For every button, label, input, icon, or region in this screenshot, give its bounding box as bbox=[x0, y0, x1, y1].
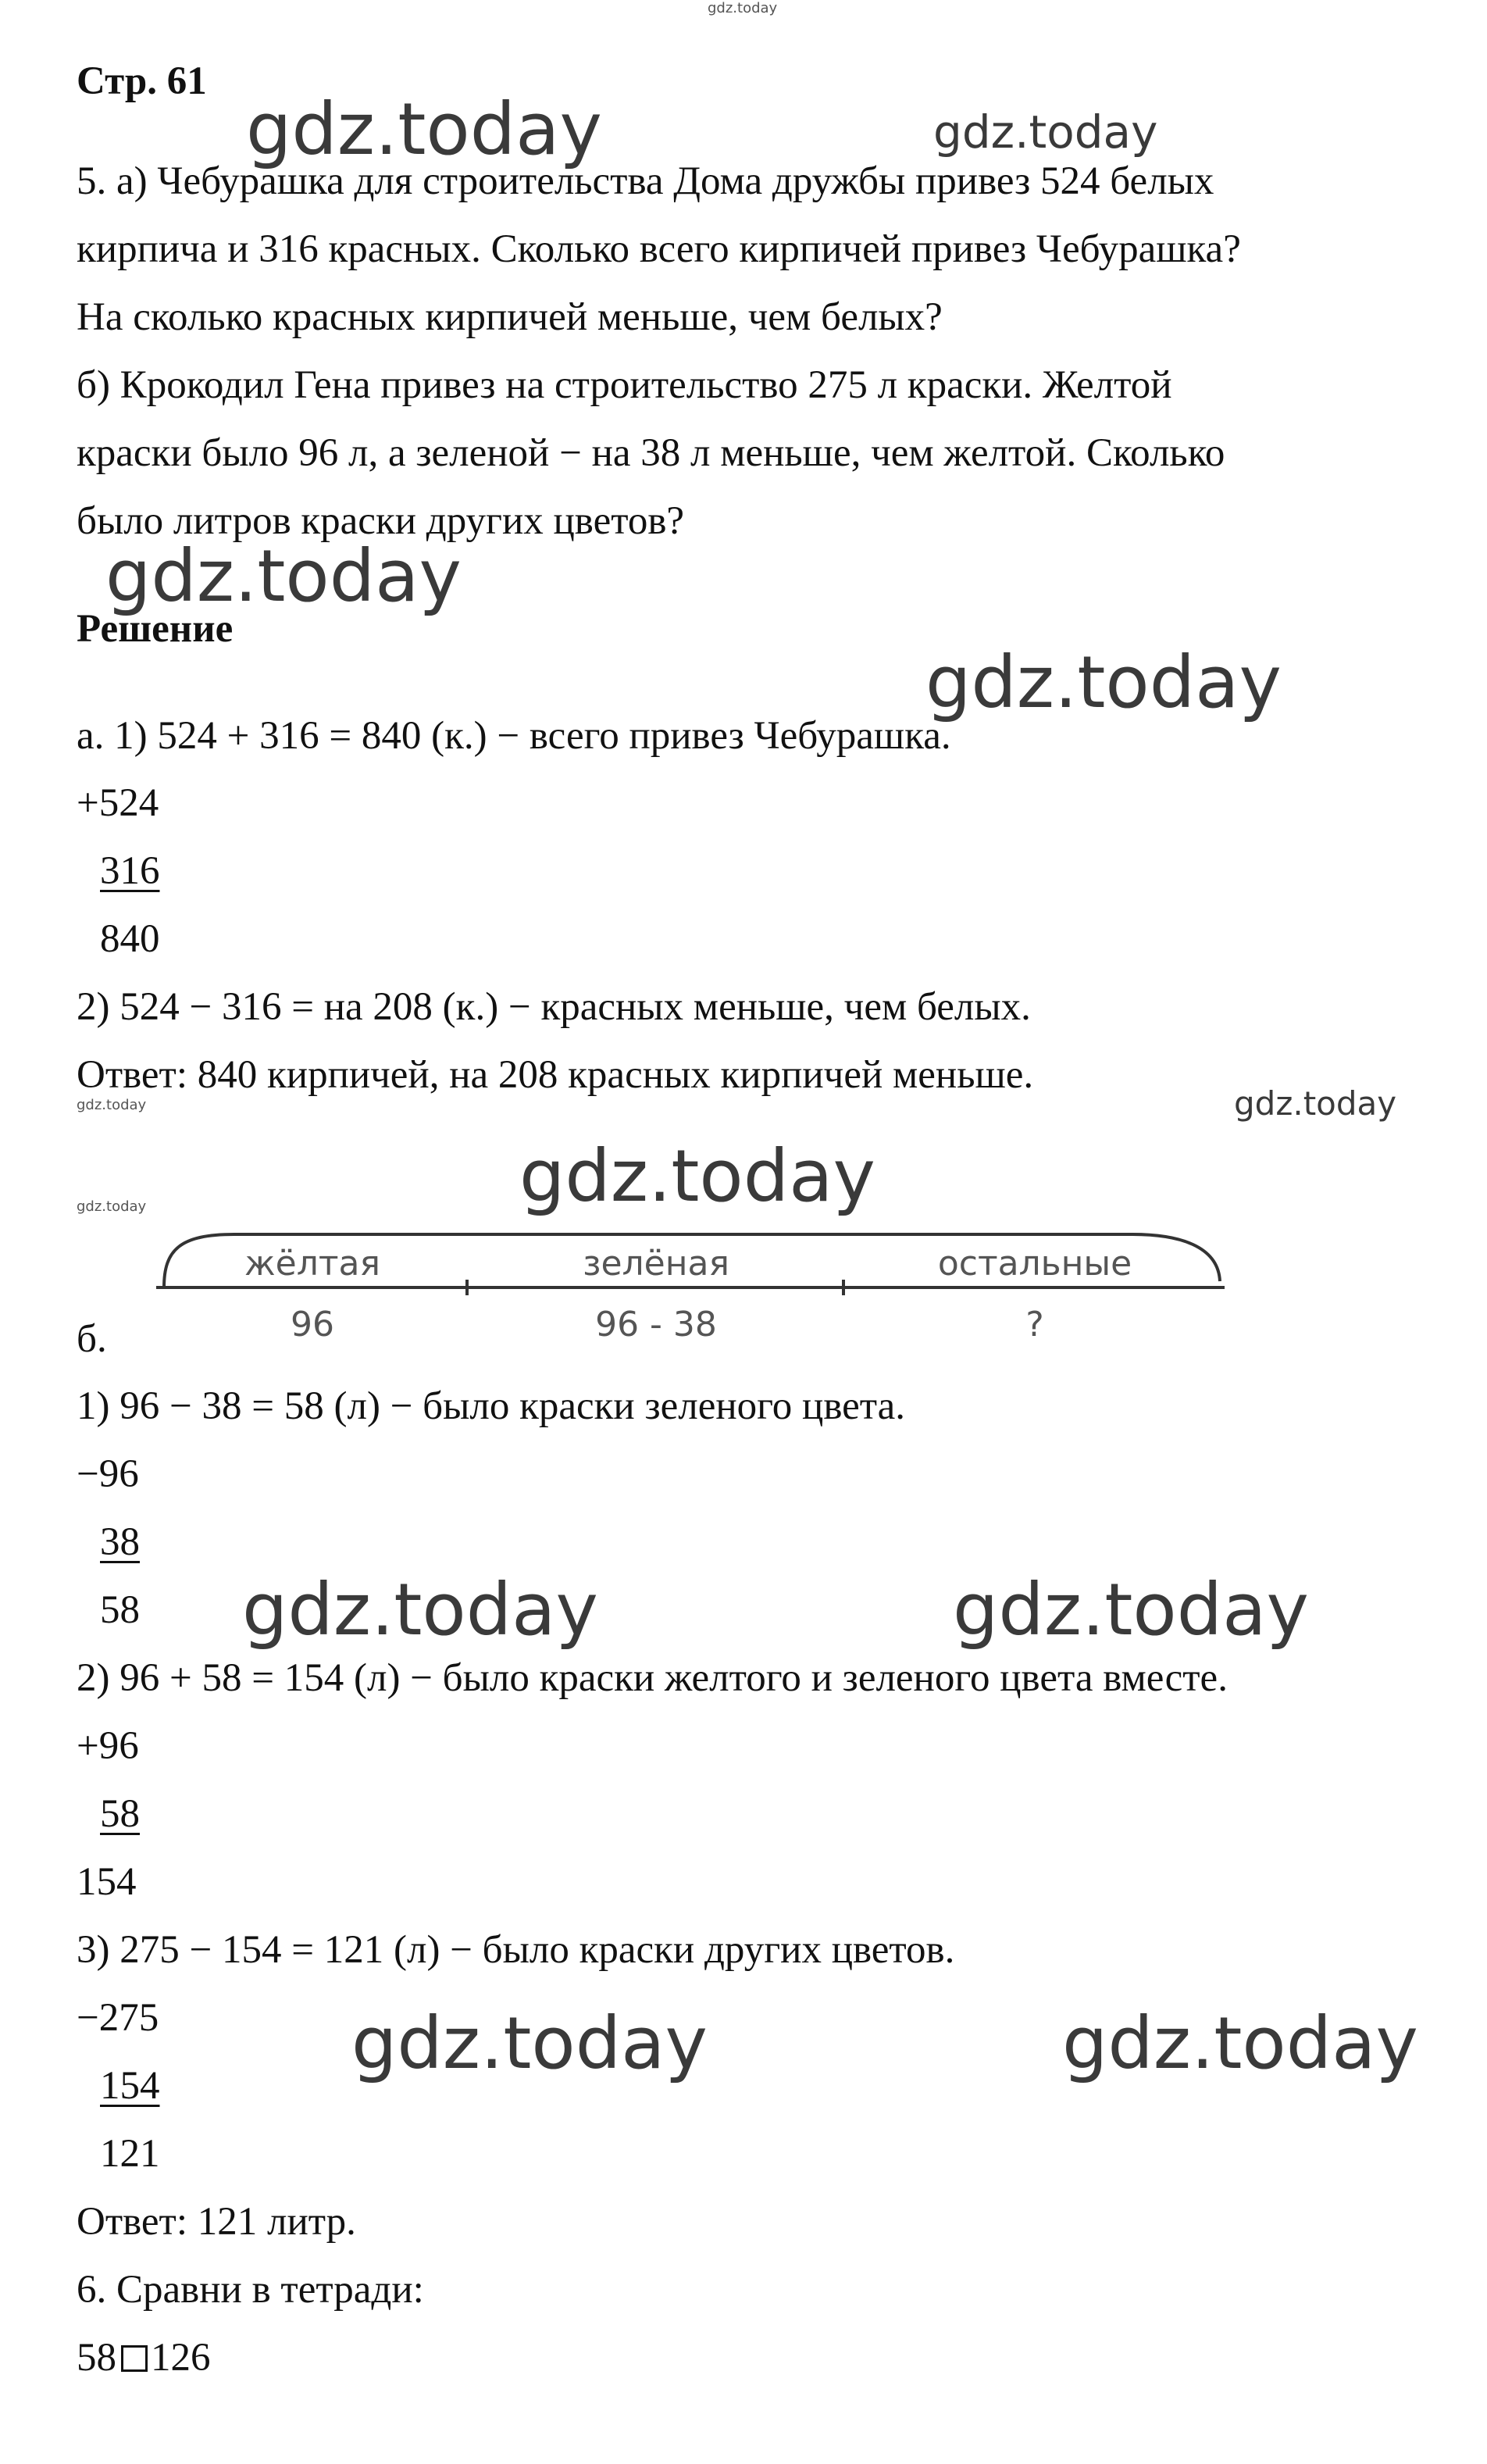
column-result: 840 bbox=[100, 917, 160, 961]
watermark: gdz.today bbox=[1062, 2002, 1418, 2085]
diagram-segment-value: ? bbox=[1025, 1305, 1044, 1344]
task5-line: 5. а) Чебурашка для строительства Дома дружбы привез 524 белых bbox=[77, 159, 1214, 203]
task5-line: б) Крокодил Гена привез на строительство 275 л краски. Желтой bbox=[77, 363, 1172, 407]
column-result: 58 bbox=[100, 1588, 140, 1632]
watermark: gdz.today bbox=[77, 1198, 147, 1215]
compare-left: 58 bbox=[77, 2336, 116, 2380]
part-b-answer: Ответ: 121 литр. bbox=[77, 2200, 356, 2244]
watermark: gdz.today bbox=[933, 105, 1158, 159]
diagram-segment-value: 96 bbox=[291, 1305, 334, 1344]
part-b-label: б. bbox=[77, 1317, 107, 1361]
diagram-segment-label: остальные bbox=[937, 1244, 1132, 1284]
task5-line: На сколько красных кирпичей меньше, чем белых? bbox=[77, 295, 943, 339]
part-a-step1: а. 1) 524 + 316 = 840 (к.) − всего привез Чебурашка. bbox=[77, 714, 951, 758]
task5-line: краски было 96 л, а зеленой − на 38 л меньше, чем желтой. Сколько bbox=[77, 431, 1225, 475]
page-number-heading: Стр. 61 bbox=[77, 59, 207, 103]
column-top: −275 bbox=[77, 1996, 159, 2040]
column-bottom: 154 bbox=[100, 2064, 160, 2108]
column-result: 121 bbox=[100, 2132, 160, 2176]
solution-heading: Решение bbox=[77, 607, 234, 651]
column-bottom: 316 bbox=[100, 849, 160, 893]
watermark: gdz.today bbox=[519, 1134, 875, 1218]
compare-right: 126 bbox=[151, 2336, 211, 2380]
column-top: +96 bbox=[77, 1724, 139, 1768]
part-a-answer: Ответ: 840 кирпичей, на 208 красных кирпичей меньше. bbox=[77, 1053, 1034, 1097]
task5-line: кирпича и 316 красных. Сколько всего кирпичей привез Чебурашка? bbox=[77, 227, 1241, 271]
part-b-step2: 2) 96 + 58 = 154 (л) − было краски желтого и зеленого цвета вместе. bbox=[77, 1656, 1228, 1700]
diagram-segment-label: жёлтая bbox=[244, 1244, 380, 1284]
column-result: 154 bbox=[77, 1860, 137, 1904]
column-bottom: 38 bbox=[100, 1520, 140, 1564]
watermark: gdz.today bbox=[246, 87, 602, 171]
diagram-segment-label: зелёная bbox=[583, 1244, 729, 1284]
watermark: gdz.today bbox=[351, 2002, 708, 2085]
diagram-segment-value: 96 - 38 bbox=[595, 1305, 717, 1344]
watermark: gdz.today bbox=[708, 0, 778, 16]
watermark: gdz.today bbox=[925, 641, 1282, 724]
column-bottom: 58 bbox=[100, 1792, 140, 1836]
task6-comparison bbox=[77, 2334, 211, 2381]
part-a-step2: 2) 524 − 316 = на 208 (к.) − красных меньше, чем белых. bbox=[77, 985, 1031, 1029]
watermark: gdz.today bbox=[1234, 1084, 1397, 1123]
part-b-step1: 1) 96 − 38 = 58 (л) − было краски зеленого цвета. bbox=[77, 1384, 906, 1428]
watermark: gdz.today bbox=[953, 1568, 1309, 1652]
watermark: gdz.today bbox=[242, 1568, 598, 1652]
segment-diagram bbox=[148, 1219, 1242, 1352]
column-top: +524 bbox=[77, 781, 159, 825]
compare-box bbox=[121, 2345, 148, 2372]
part-b-step3: 3) 275 − 154 = 121 (л) − было краски других цветов. bbox=[77, 1928, 955, 1972]
task6-title: 6. Сравни в тетради: bbox=[77, 2268, 424, 2312]
watermark: gdz.today bbox=[77, 1097, 147, 1113]
column-top: −96 bbox=[77, 1452, 139, 1496]
watermark: gdz.today bbox=[105, 534, 462, 618]
task5-line: было литров краски других цветов? bbox=[77, 499, 685, 543]
